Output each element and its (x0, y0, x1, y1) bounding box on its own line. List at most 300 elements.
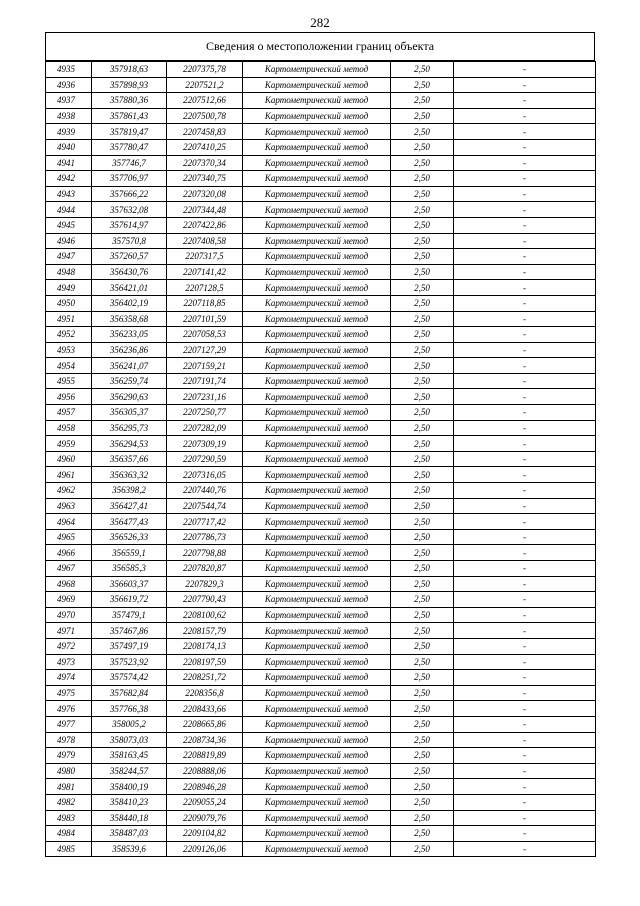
method-cell: Картометрический метод (243, 716, 391, 732)
method-cell: Картометрический метод (243, 77, 391, 93)
x-coordinate-cell: 357682,84 (92, 685, 167, 701)
x-coordinate-cell: 357479,1 (92, 607, 167, 623)
y-coordinate-cell: 2207309,19 (167, 436, 243, 452)
accuracy-cell: 2,50 (391, 295, 454, 311)
table-row (46, 342, 596, 358)
description-cell: - (454, 436, 596, 452)
point-number-cell: 4975 (46, 685, 92, 701)
point-number-cell: 4954 (46, 358, 92, 374)
method-cell: Картометрический метод (243, 826, 391, 842)
accuracy-cell: 2,50 (391, 841, 454, 857)
point-number-cell: 4945 (46, 217, 92, 233)
point-number-cell: 4972 (46, 638, 92, 654)
point-number-cell: 4960 (46, 451, 92, 467)
x-coordinate-cell: 356295,73 (92, 420, 167, 436)
point-number-cell: 4943 (46, 186, 92, 202)
description-cell: - (454, 62, 596, 78)
x-coordinate-cell: 357746,7 (92, 155, 167, 171)
description-cell: - (454, 186, 596, 202)
method-cell: Картометрический метод (243, 576, 391, 592)
table-row (46, 171, 596, 187)
accuracy-cell: 2,50 (391, 716, 454, 732)
method-cell: Картометрический метод (243, 654, 391, 670)
method-cell: Картометрический метод (243, 249, 391, 265)
description-cell: - (454, 155, 596, 171)
method-cell: Картометрический метод (243, 139, 391, 155)
method-cell: Картометрический метод (243, 280, 391, 296)
accuracy-cell: 2,50 (391, 108, 454, 124)
description-cell: - (454, 264, 596, 280)
method-cell: Картометрический метод (243, 623, 391, 639)
table-row (46, 249, 596, 265)
method-cell: Картометрический метод (243, 483, 391, 499)
y-coordinate-cell: 2208251,72 (167, 670, 243, 686)
description-cell: - (454, 467, 596, 483)
accuracy-cell: 2,50 (391, 77, 454, 93)
point-number-cell: 4962 (46, 483, 92, 499)
accuracy-cell: 2,50 (391, 592, 454, 608)
point-number-cell: 4947 (46, 249, 92, 265)
point-number-cell: 4949 (46, 280, 92, 296)
accuracy-cell: 2,50 (391, 420, 454, 436)
method-cell: Картометрический метод (243, 794, 391, 810)
point-number-cell: 4974 (46, 670, 92, 686)
accuracy-cell: 2,50 (391, 202, 454, 218)
method-cell: Картометрический метод (243, 841, 391, 857)
table-row (46, 77, 596, 93)
point-number-cell: 4951 (46, 311, 92, 327)
accuracy-cell: 2,50 (391, 280, 454, 296)
point-number-cell: 4944 (46, 202, 92, 218)
x-coordinate-cell: 356357,66 (92, 451, 167, 467)
y-coordinate-cell: 2207717,42 (167, 514, 243, 530)
accuracy-cell: 2,50 (391, 748, 454, 764)
description-cell: - (454, 576, 596, 592)
x-coordinate-cell: 356427,41 (92, 498, 167, 514)
x-coordinate-cell: 357918,63 (92, 62, 167, 78)
point-number-cell: 4938 (46, 108, 92, 124)
method-cell: Картометрический метод (243, 62, 391, 78)
accuracy-cell: 2,50 (391, 529, 454, 545)
table-row (46, 139, 596, 155)
description-cell: - (454, 763, 596, 779)
method-cell: Картометрический метод (243, 701, 391, 717)
point-number-cell: 4985 (46, 841, 92, 857)
table-row (46, 779, 596, 795)
description-cell: - (454, 108, 596, 124)
accuracy-cell: 2,50 (391, 498, 454, 514)
description-cell: - (454, 748, 596, 764)
accuracy-cell: 2,50 (391, 311, 454, 327)
accuracy-cell: 2,50 (391, 358, 454, 374)
x-coordinate-cell: 356430,76 (92, 264, 167, 280)
description-cell: - (454, 358, 596, 374)
x-coordinate-cell: 356358,68 (92, 311, 167, 327)
point-number-cell: 4973 (46, 654, 92, 670)
point-number-cell: 4950 (46, 295, 92, 311)
accuracy-cell: 2,50 (391, 373, 454, 389)
point-number-cell: 4940 (46, 139, 92, 155)
x-coordinate-cell: 357706,97 (92, 171, 167, 187)
x-coordinate-cell: 357780,47 (92, 139, 167, 155)
accuracy-cell: 2,50 (391, 93, 454, 109)
accuracy-cell: 2,50 (391, 670, 454, 686)
y-coordinate-cell: 2207410,25 (167, 139, 243, 155)
accuracy-cell: 2,50 (391, 233, 454, 249)
description-cell: - (454, 561, 596, 577)
table-row (46, 436, 596, 452)
method-cell: Картометрический метод (243, 233, 391, 249)
accuracy-cell: 2,50 (391, 249, 454, 265)
table-row (46, 514, 596, 530)
table-row (46, 373, 596, 389)
method-cell: Картометрический метод (243, 373, 391, 389)
x-coordinate-cell: 356233,05 (92, 327, 167, 343)
method-cell: Картометрический метод (243, 264, 391, 280)
y-coordinate-cell: 2207118,85 (167, 295, 243, 311)
point-number-cell: 4970 (46, 607, 92, 623)
point-number-cell: 4977 (46, 716, 92, 732)
x-coordinate-cell: 356559,1 (92, 545, 167, 561)
y-coordinate-cell: 2207141,42 (167, 264, 243, 280)
description-cell: - (454, 217, 596, 233)
table-row (46, 841, 596, 857)
accuracy-cell: 2,50 (391, 638, 454, 654)
accuracy-cell: 2,50 (391, 607, 454, 623)
y-coordinate-cell: 2207798,88 (167, 545, 243, 561)
y-coordinate-cell: 2207320,08 (167, 186, 243, 202)
description-cell: - (454, 670, 596, 686)
table-row (46, 576, 596, 592)
description-cell: - (454, 545, 596, 561)
point-number-cell: 4964 (46, 514, 92, 530)
method-cell: Картометрический метод (243, 202, 391, 218)
x-coordinate-cell: 358539,6 (92, 841, 167, 857)
x-coordinate-cell: 358400,19 (92, 779, 167, 795)
point-number-cell: 4958 (46, 420, 92, 436)
y-coordinate-cell: 2208734,36 (167, 732, 243, 748)
description-cell: - (454, 498, 596, 514)
description-cell: - (454, 701, 596, 717)
method-cell: Картометрический метод (243, 810, 391, 826)
table-row (46, 327, 596, 343)
x-coordinate-cell: 357614,97 (92, 217, 167, 233)
x-coordinate-cell: 356305,37 (92, 405, 167, 421)
description-cell: - (454, 732, 596, 748)
point-number-cell: 4968 (46, 576, 92, 592)
y-coordinate-cell: 2208197,59 (167, 654, 243, 670)
point-number-cell: 4969 (46, 592, 92, 608)
y-coordinate-cell: 2207790,43 (167, 592, 243, 608)
x-coordinate-cell: 356290,63 (92, 389, 167, 405)
point-number-cell: 4979 (46, 748, 92, 764)
method-cell: Картометрический метод (243, 420, 391, 436)
table-row (46, 62, 596, 78)
point-number-cell: 4983 (46, 810, 92, 826)
method-cell: Картометрический метод (243, 327, 391, 343)
table-row (46, 124, 596, 140)
accuracy-cell: 2,50 (391, 451, 454, 467)
description-cell: - (454, 607, 596, 623)
point-number-cell: 4939 (46, 124, 92, 140)
accuracy-cell: 2,50 (391, 763, 454, 779)
description-cell: - (454, 233, 596, 249)
table-row (46, 810, 596, 826)
x-coordinate-cell: 356398,2 (92, 483, 167, 499)
y-coordinate-cell: 2208433,66 (167, 701, 243, 717)
table-section-title: Сведения о местоположении границ объекта (45, 32, 595, 61)
method-cell: Картометрический метод (243, 124, 391, 140)
accuracy-cell: 2,50 (391, 810, 454, 826)
table-row (46, 108, 596, 124)
x-coordinate-cell: 357819,47 (92, 124, 167, 140)
accuracy-cell: 2,50 (391, 794, 454, 810)
description-cell: - (454, 451, 596, 467)
y-coordinate-cell: 2207440,76 (167, 483, 243, 499)
y-coordinate-cell: 2209055,24 (167, 794, 243, 810)
point-number-cell: 4965 (46, 529, 92, 545)
table-row (46, 716, 596, 732)
x-coordinate-cell: 356603,37 (92, 576, 167, 592)
table-row (46, 670, 596, 686)
description-cell: - (454, 327, 596, 343)
accuracy-cell: 2,50 (391, 217, 454, 233)
table-row (46, 763, 596, 779)
x-coordinate-cell: 356585,3 (92, 561, 167, 577)
method-cell: Картометрический метод (243, 171, 391, 187)
point-number-cell: 4963 (46, 498, 92, 514)
method-cell: Картометрический метод (243, 467, 391, 483)
description-cell: - (454, 311, 596, 327)
point-number-cell: 4957 (46, 405, 92, 421)
accuracy-cell: 2,50 (391, 342, 454, 358)
method-cell: Картометрический метод (243, 607, 391, 623)
table-row (46, 467, 596, 483)
accuracy-cell: 2,50 (391, 779, 454, 795)
description-cell: - (454, 420, 596, 436)
y-coordinate-cell: 2207458,83 (167, 124, 243, 140)
method-cell: Картометрический метод (243, 514, 391, 530)
method-cell: Картометрический метод (243, 732, 391, 748)
method-cell: Картометрический метод (243, 763, 391, 779)
accuracy-cell: 2,50 (391, 483, 454, 499)
table-row (46, 654, 596, 670)
y-coordinate-cell: 2207820,87 (167, 561, 243, 577)
description-cell: - (454, 514, 596, 530)
accuracy-cell: 2,50 (391, 264, 454, 280)
description-cell: - (454, 389, 596, 405)
method-cell: Картометрический метод (243, 436, 391, 452)
point-number-cell: 4961 (46, 467, 92, 483)
y-coordinate-cell: 2207058,53 (167, 327, 243, 343)
y-coordinate-cell: 2208946,28 (167, 779, 243, 795)
accuracy-cell: 2,50 (391, 155, 454, 171)
method-cell: Картометрический метод (243, 670, 391, 686)
y-coordinate-cell: 2208100,62 (167, 607, 243, 623)
table-row (46, 592, 596, 608)
x-coordinate-cell: 358410,23 (92, 794, 167, 810)
point-number-cell: 4956 (46, 389, 92, 405)
table-row (46, 732, 596, 748)
x-coordinate-cell: 357766,38 (92, 701, 167, 717)
accuracy-cell: 2,50 (391, 623, 454, 639)
y-coordinate-cell: 2207829,3 (167, 576, 243, 592)
method-cell: Картометрический метод (243, 405, 391, 421)
y-coordinate-cell: 2207317,5 (167, 249, 243, 265)
method-cell: Картометрический метод (243, 342, 391, 358)
method-cell: Картометрический метод (243, 498, 391, 514)
table-row (46, 420, 596, 436)
description-cell: - (454, 623, 596, 639)
accuracy-cell: 2,50 (391, 576, 454, 592)
y-coordinate-cell: 2208174,13 (167, 638, 243, 654)
table-row (46, 93, 596, 109)
method-cell: Картометрический метод (243, 561, 391, 577)
y-coordinate-cell: 2207500,78 (167, 108, 243, 124)
point-number-cell: 4955 (46, 373, 92, 389)
y-coordinate-cell: 2207316,05 (167, 467, 243, 483)
table-row (46, 217, 596, 233)
accuracy-cell: 2,50 (391, 514, 454, 530)
table-row (46, 233, 596, 249)
y-coordinate-cell: 2207344,48 (167, 202, 243, 218)
description-cell: - (454, 779, 596, 795)
method-cell: Картометрический метод (243, 358, 391, 374)
y-coordinate-cell: 2207422,86 (167, 217, 243, 233)
description-cell: - (454, 139, 596, 155)
method-cell: Картометрический метод (243, 311, 391, 327)
table-row (46, 607, 596, 623)
x-coordinate-cell: 358005,2 (92, 716, 167, 732)
x-coordinate-cell: 356526,33 (92, 529, 167, 545)
method-cell: Картометрический метод (243, 638, 391, 654)
table-row (46, 202, 596, 218)
y-coordinate-cell: 2208888,06 (167, 763, 243, 779)
x-coordinate-cell: 356294,53 (92, 436, 167, 452)
table-row (46, 280, 596, 296)
description-cell: - (454, 841, 596, 857)
description-cell: - (454, 280, 596, 296)
y-coordinate-cell: 2207521,2 (167, 77, 243, 93)
method-cell: Картометрический метод (243, 108, 391, 124)
point-number-cell: 4984 (46, 826, 92, 842)
method-cell: Картометрический метод (243, 93, 391, 109)
description-cell: - (454, 405, 596, 421)
y-coordinate-cell: 2207250,77 (167, 405, 243, 421)
accuracy-cell: 2,50 (391, 405, 454, 421)
x-coordinate-cell: 356241,07 (92, 358, 167, 374)
x-coordinate-cell: 357880,36 (92, 93, 167, 109)
point-number-cell: 4976 (46, 701, 92, 717)
y-coordinate-cell: 2207375,78 (167, 62, 243, 78)
table-row (46, 264, 596, 280)
accuracy-cell: 2,50 (391, 732, 454, 748)
table-row (46, 186, 596, 202)
table-row (46, 498, 596, 514)
accuracy-cell: 2,50 (391, 701, 454, 717)
point-number-cell: 4978 (46, 732, 92, 748)
y-coordinate-cell: 2207128,5 (167, 280, 243, 296)
x-coordinate-cell: 357467,86 (92, 623, 167, 639)
x-coordinate-cell: 357523,92 (92, 654, 167, 670)
x-coordinate-cell: 356363,32 (92, 467, 167, 483)
method-cell: Картометрический метод (243, 217, 391, 233)
accuracy-cell: 2,50 (391, 826, 454, 842)
method-cell: Картометрический метод (243, 295, 391, 311)
table-row (46, 295, 596, 311)
x-coordinate-cell: 358073,03 (92, 732, 167, 748)
x-coordinate-cell: 357632,08 (92, 202, 167, 218)
method-cell: Картометрический метод (243, 451, 391, 467)
y-coordinate-cell: 2207544,74 (167, 498, 243, 514)
x-coordinate-cell: 358163,45 (92, 748, 167, 764)
method-cell: Картометрический метод (243, 186, 391, 202)
table-row (46, 483, 596, 499)
y-coordinate-cell: 2207512,66 (167, 93, 243, 109)
x-coordinate-cell: 357497,19 (92, 638, 167, 654)
accuracy-cell: 2,50 (391, 467, 454, 483)
point-number-cell: 4941 (46, 155, 92, 171)
x-coordinate-cell: 356259,74 (92, 373, 167, 389)
y-coordinate-cell: 2207191,74 (167, 373, 243, 389)
x-coordinate-cell: 357570,8 (92, 233, 167, 249)
description-cell: - (454, 93, 596, 109)
y-coordinate-cell: 2208157,79 (167, 623, 243, 639)
description-cell: - (454, 592, 596, 608)
x-coordinate-cell: 358487,03 (92, 826, 167, 842)
point-number-cell: 4982 (46, 794, 92, 810)
description-cell: - (454, 373, 596, 389)
method-cell: Картометрический метод (243, 529, 391, 545)
point-number-cell: 4966 (46, 545, 92, 561)
y-coordinate-cell: 2209104,82 (167, 826, 243, 842)
point-number-cell: 4971 (46, 623, 92, 639)
accuracy-cell: 2,50 (391, 389, 454, 405)
table-row (46, 358, 596, 374)
x-coordinate-cell: 357260,57 (92, 249, 167, 265)
accuracy-cell: 2,50 (391, 62, 454, 78)
point-number-cell: 4948 (46, 264, 92, 280)
y-coordinate-cell: 2207290,59 (167, 451, 243, 467)
x-coordinate-cell: 356402,19 (92, 295, 167, 311)
point-number-cell: 4980 (46, 763, 92, 779)
table-row (46, 794, 596, 810)
y-coordinate-cell: 2209079,76 (167, 810, 243, 826)
accuracy-cell: 2,50 (391, 139, 454, 155)
x-coordinate-cell: 356477,43 (92, 514, 167, 530)
y-coordinate-cell: 2207786,73 (167, 529, 243, 545)
description-cell: - (454, 77, 596, 93)
y-coordinate-cell: 2207231,16 (167, 389, 243, 405)
x-coordinate-cell: 358440,18 (92, 810, 167, 826)
description-cell: - (454, 295, 596, 311)
description-cell: - (454, 826, 596, 842)
y-coordinate-cell: 2207370,34 (167, 155, 243, 171)
description-cell: - (454, 342, 596, 358)
description-cell: - (454, 685, 596, 701)
table-row (46, 311, 596, 327)
boundary-coordinates-table (45, 61, 596, 857)
y-coordinate-cell: 2207408,58 (167, 233, 243, 249)
y-coordinate-cell: 2207282,09 (167, 420, 243, 436)
description-cell: - (454, 171, 596, 187)
accuracy-cell: 2,50 (391, 124, 454, 140)
description-cell: - (454, 654, 596, 670)
point-number-cell: 4953 (46, 342, 92, 358)
y-coordinate-cell: 2208356,8 (167, 685, 243, 701)
accuracy-cell: 2,50 (391, 186, 454, 202)
accuracy-cell: 2,50 (391, 436, 454, 452)
